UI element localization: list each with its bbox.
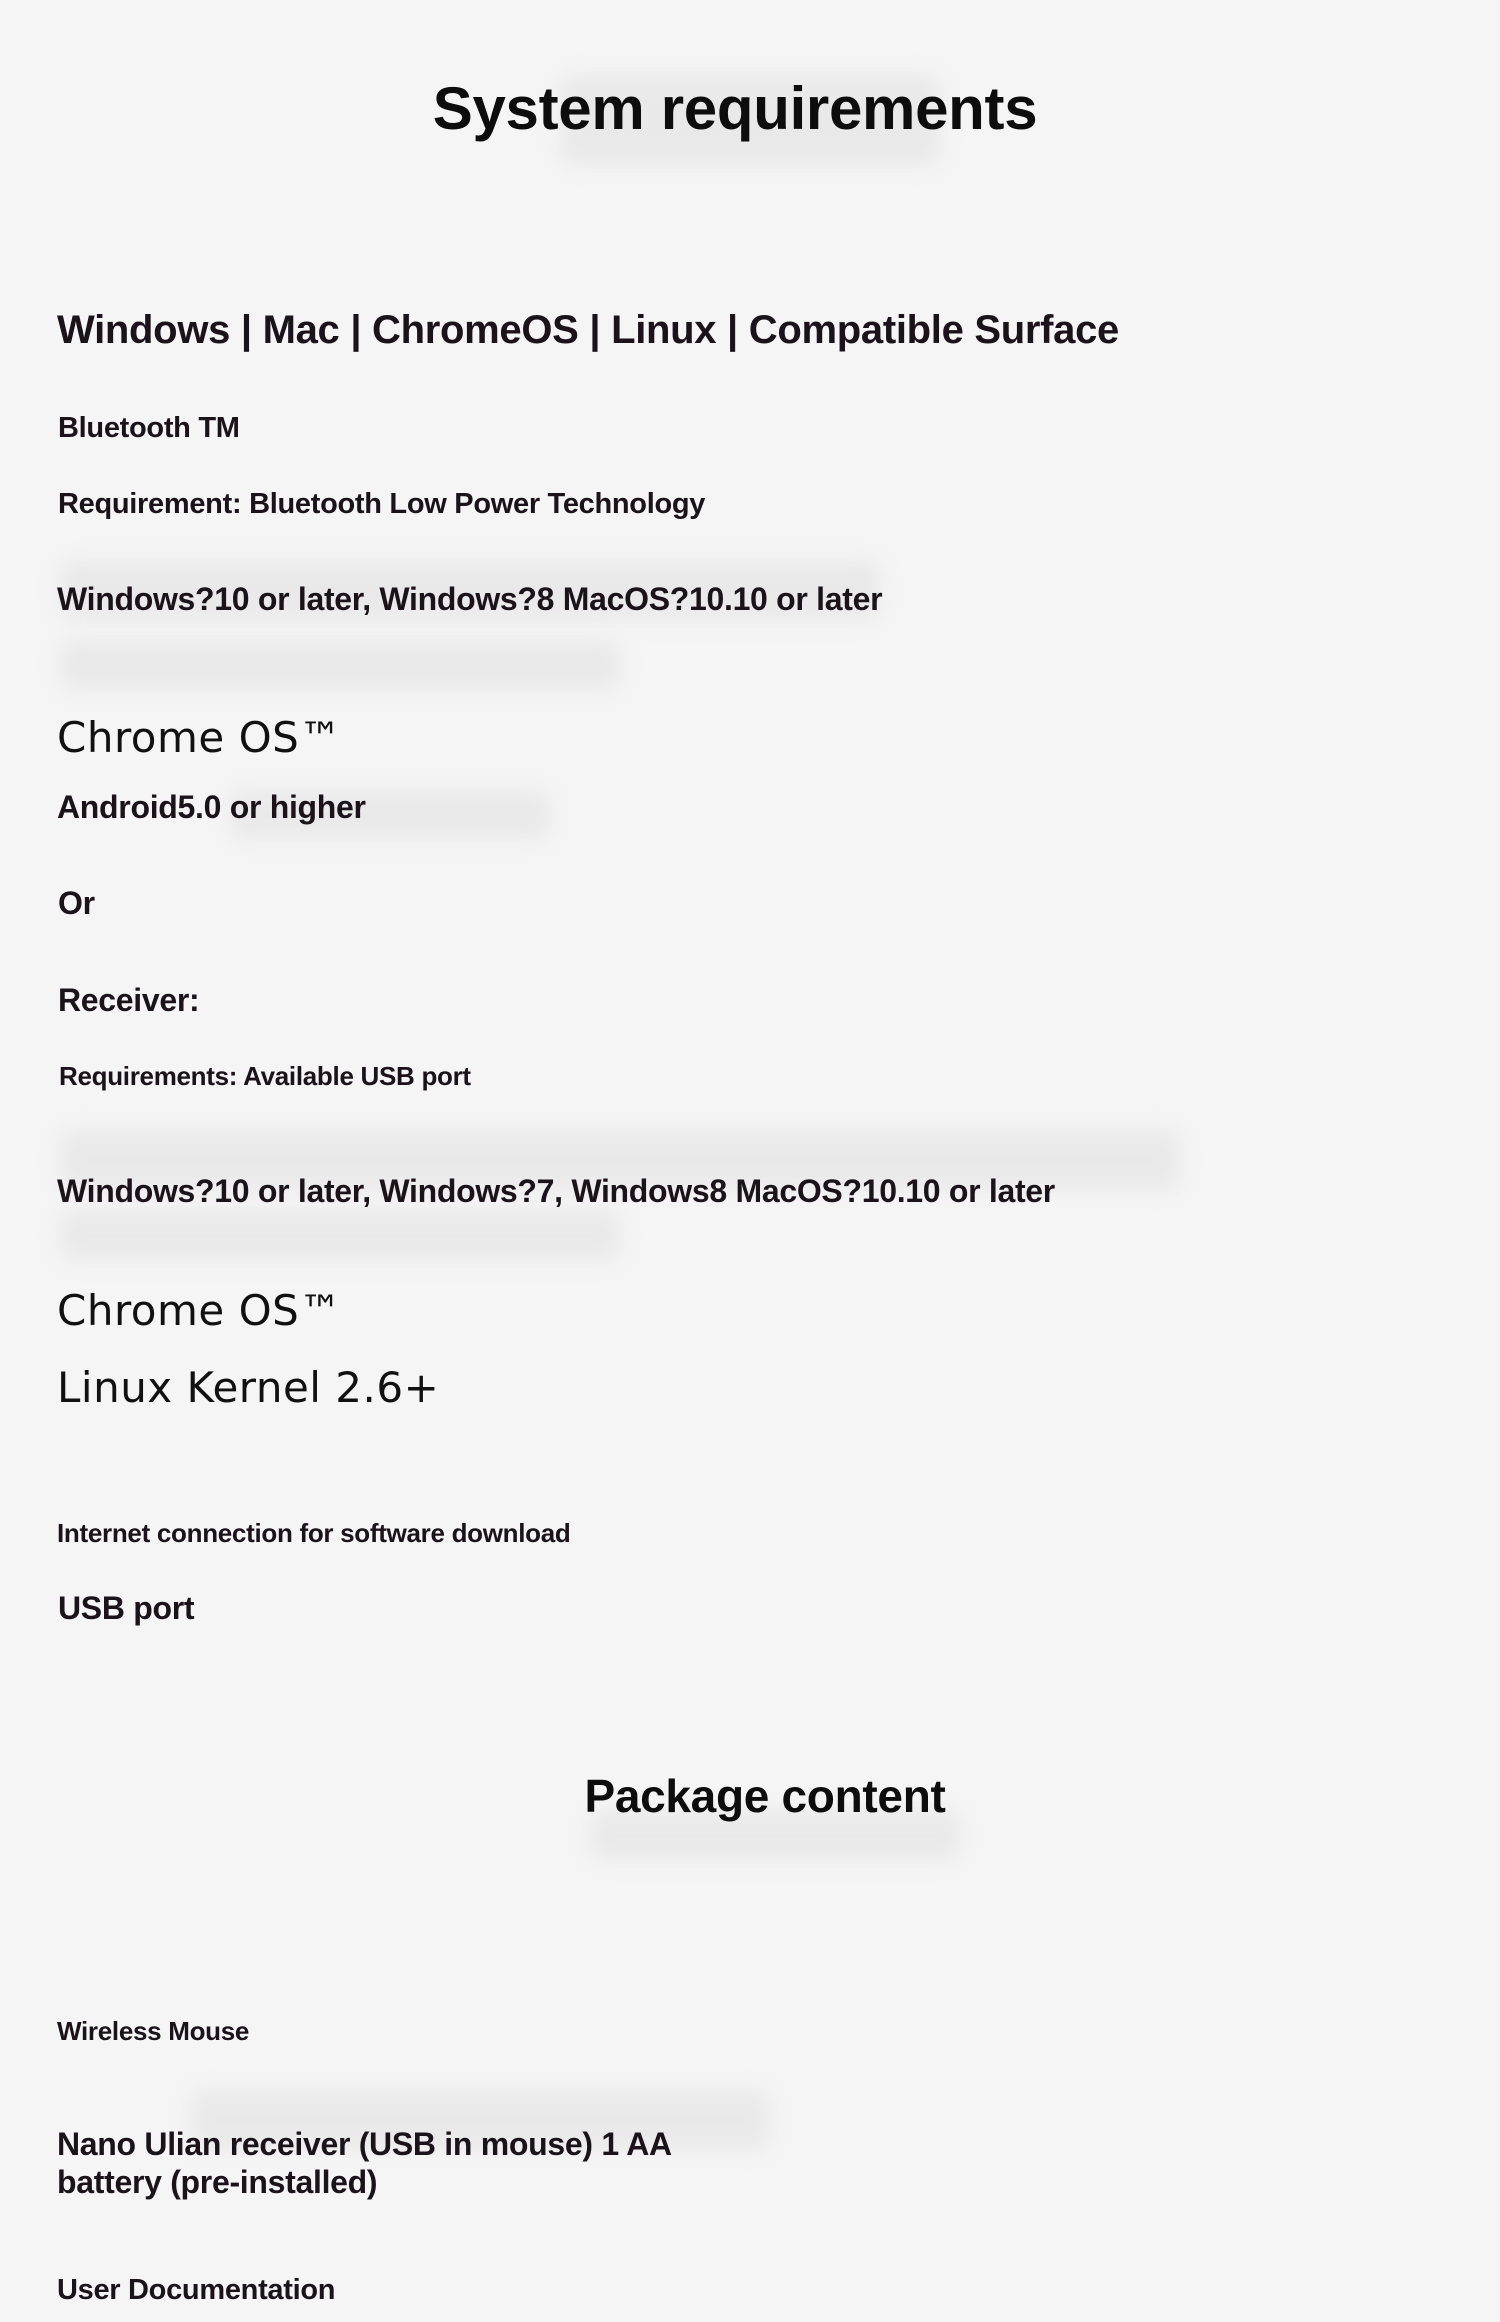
receiver-os-line: Windows?10 or later, Windows?7, Windows8 MacOS?10.10 or later [57, 1173, 1055, 1209]
bluetooth-requirement: Requirement: Bluetooth Low Power Technology [58, 488, 706, 520]
background-ghost [60, 1210, 620, 1260]
bluetooth-chrome-os: Chrome OS™ [57, 713, 342, 762]
system-requirements-title: System requirements [432, 75, 1038, 142]
bluetooth-android: Android5.0 or higher [57, 789, 366, 825]
internet-requirement: Internet connection for software download [57, 1518, 571, 1548]
receiver-linux-kernel: Linux Kernel 2.6+ [57, 1363, 440, 1412]
receiver-requirement: Requirements: Available USB port [59, 1061, 471, 1091]
package-content-title: Package content [584, 1770, 946, 1822]
usb-port-requirement: USB port [58, 1590, 195, 1626]
background-ghost [60, 640, 620, 690]
platforms-line: Windows | Mac | ChromeOS | Linux | Compatible Surface [57, 308, 1119, 352]
receiver-chrome-os: Chrome OS™ [57, 1286, 342, 1335]
receiver-heading: Receiver: [58, 982, 200, 1018]
or-separator: Or [58, 885, 95, 921]
bluetooth-os-line: Windows?10 or later, Windows?8 MacOS?10.10 or later [57, 581, 883, 617]
bluetooth-heading: Bluetooth TM [58, 412, 240, 444]
package-item-receiver-battery: Nano Ulian receiver (USB in mouse) 1 AA battery (pre-installed) [57, 2126, 671, 2200]
package-item-wireless-mouse: Wireless Mouse [57, 2016, 250, 2046]
package-item-user-documentation: User Documentation [57, 2274, 336, 2306]
